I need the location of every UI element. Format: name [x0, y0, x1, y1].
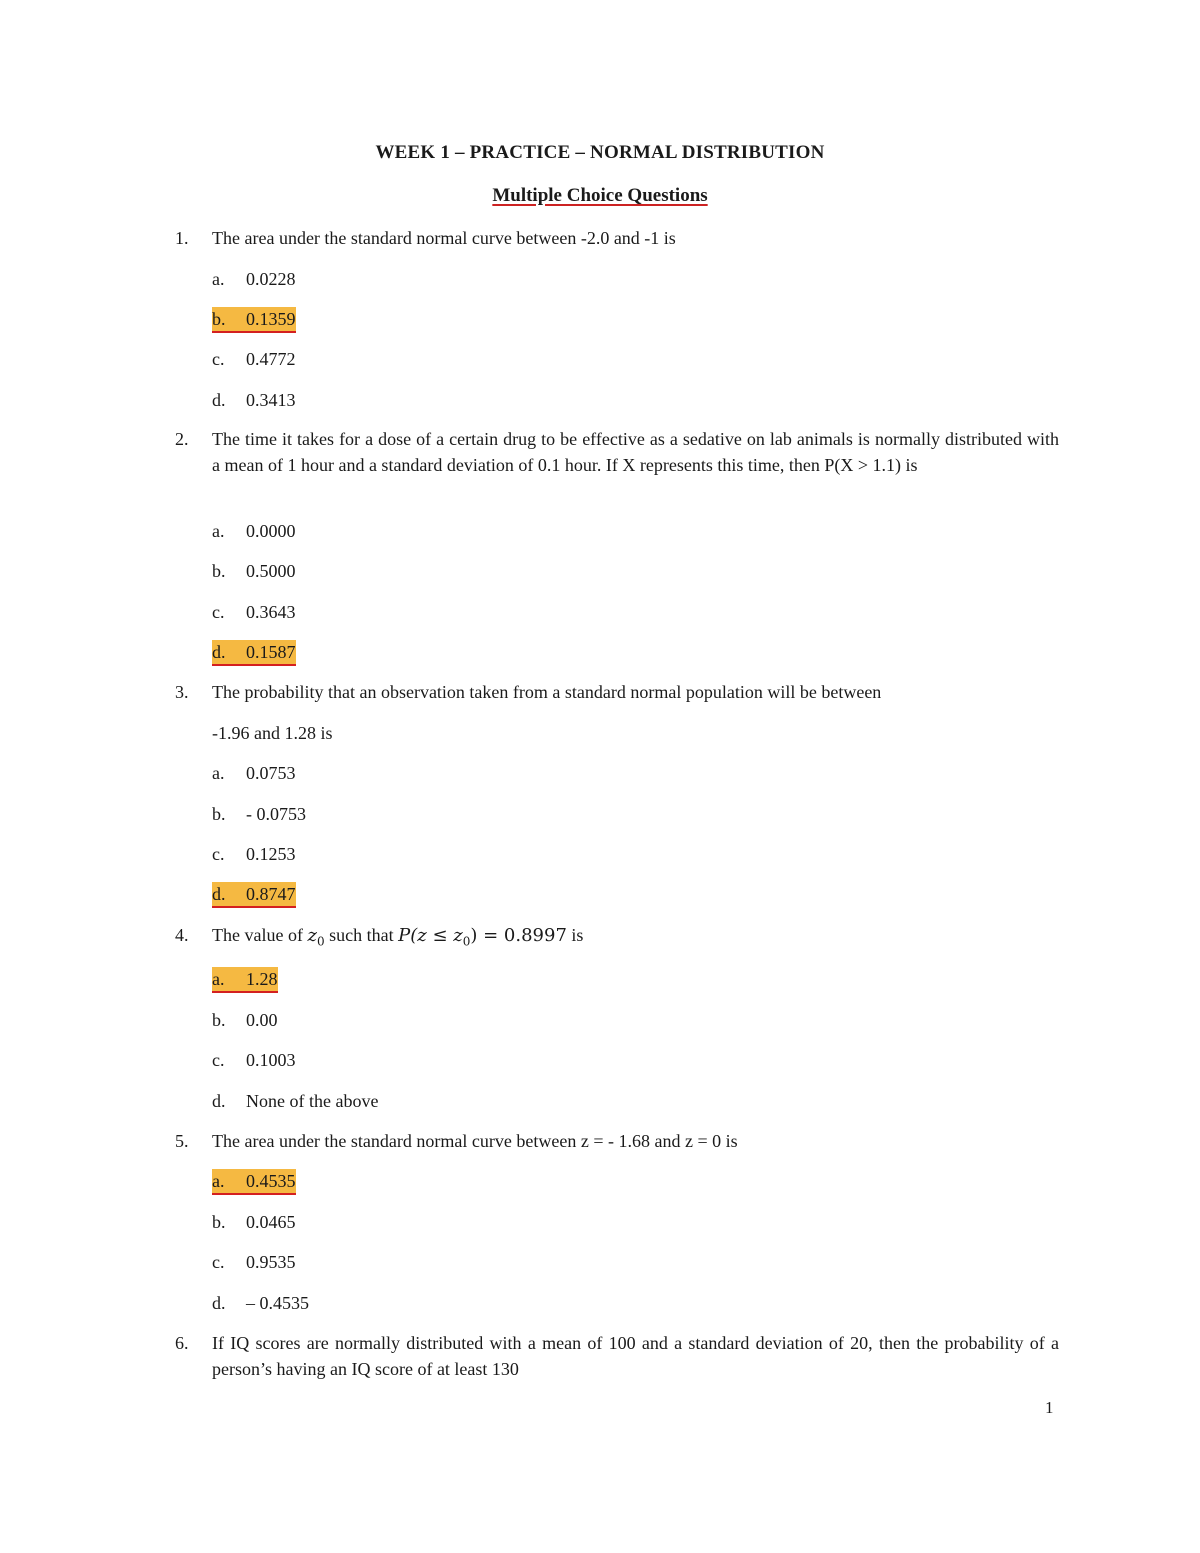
option-letter: c. [212, 844, 225, 864]
question-number: 2. [175, 429, 189, 449]
option-text: 0.3643 [246, 602, 296, 622]
question-text: The time it takes for a dose of a certain drug to be effective as a sedative on lab animals is normally distributed with a mean of 1 hour and a standard deviation of 0.1 hour. If X represents this time, then P(X > 1.1) is [212, 429, 1059, 475]
question-1 [175, 226, 1059, 252]
math-p: P [398, 925, 411, 946]
question-3 [175, 680, 1059, 746]
option-text: 0.1587 [246, 642, 296, 662]
option-letter: b. [212, 1212, 226, 1232]
option-text: 0.1253 [246, 844, 296, 864]
option-letter: d. [212, 1091, 226, 1111]
option-3b [212, 802, 306, 826]
question-number: 4. [175, 925, 189, 945]
option-text: 0.4772 [246, 349, 296, 369]
option-4c [212, 1048, 296, 1072]
option-letter: c. [212, 1050, 225, 1070]
option-3a [212, 761, 296, 785]
option-text: 0.9535 [246, 1252, 296, 1272]
question-number: 6. [175, 1333, 189, 1353]
page-number: 1 [1045, 1398, 1054, 1417]
question-text: The area under the standard normal curve between -2.0 and -1 is [212, 228, 676, 248]
option-3c [212, 842, 296, 866]
option-4a-answer-highlight [212, 967, 278, 993]
option-5c [212, 1250, 296, 1274]
option-3d-answer-highlight [212, 882, 296, 908]
option-letter: c. [212, 602, 225, 622]
option-1c [212, 347, 296, 371]
option-text: 0.00 [246, 1010, 278, 1030]
option-text: None of the above [246, 1091, 379, 1111]
option-text: 0.8747 [246, 884, 296, 904]
question-text-continued: -1.96 and 1.28 is [212, 722, 333, 743]
option-text: 1.28 [246, 969, 278, 989]
option-text: 0.0000 [246, 521, 296, 541]
option-letter: a. [212, 269, 225, 289]
question-text-mid: such that [329, 925, 394, 945]
option-letter: a. [212, 1171, 225, 1191]
question-text-post: is [571, 925, 584, 945]
option-text: – 0.4535 [246, 1293, 309, 1313]
question-number: 1. [175, 228, 189, 248]
option-letter: c. [212, 349, 225, 369]
option-text: 0.4535 [246, 1171, 296, 1191]
option-4d [212, 1089, 378, 1113]
option-text: - 0.0753 [246, 804, 306, 824]
math-z: z [307, 925, 317, 946]
question-text: If IQ scores are normally distributed with a mean of 100 and a standard deviation of 20, then the probability of a person’s having an IQ score of at least 130 [212, 1333, 1059, 1379]
option-text: 0.0753 [246, 763, 296, 783]
page-title: WEEK 1 – PRACTICE – NORMAL DISTRIBUTION [375, 142, 825, 163]
math-eq-post: ) = 0.8997 [470, 925, 567, 946]
option-letter: d. [212, 642, 226, 662]
option-1b-answer-highlight [212, 307, 296, 333]
option-4b [212, 1008, 278, 1032]
option-letter: d. [212, 390, 226, 410]
option-text: 0.3413 [246, 390, 296, 410]
math-variable [307, 925, 325, 949]
question-number: 5. [175, 1131, 189, 1151]
math-subscript: 0 [316, 934, 325, 949]
option-5a-answer-highlight [212, 1169, 296, 1195]
question-text [212, 923, 1059, 955]
option-letter: c. [212, 1252, 225, 1272]
question-5 [175, 1129, 1059, 1155]
option-letter: b. [212, 804, 226, 824]
option-5d [212, 1291, 309, 1315]
option-text: 0.1359 [246, 309, 296, 329]
option-text: 0.5000 [246, 561, 296, 581]
question-text-pre: The value of [212, 925, 303, 945]
option-letter: b. [212, 309, 226, 329]
math-eq: (z ≤ z [410, 925, 463, 946]
question-4 [175, 923, 1059, 955]
section-heading-text: Multiple Choice Questions [492, 185, 708, 206]
option-2a [212, 519, 296, 543]
section-heading [0, 185, 1200, 207]
option-letter: a. [212, 969, 225, 989]
question-text: The probability that an observation taken from a standard normal population will be between [212, 682, 882, 702]
option-text: 0.0465 [246, 1212, 296, 1232]
question-text: The area under the standard normal curve between z = - 1.68 and z = 0 is [212, 1131, 738, 1151]
option-letter: d. [212, 884, 226, 904]
option-2b [212, 559, 296, 583]
option-2d-answer-highlight [212, 640, 296, 666]
question-number: 3. [175, 682, 189, 702]
math-subscript: 0 [462, 934, 471, 949]
option-letter: b. [212, 1010, 226, 1030]
option-text: 0.0228 [246, 269, 296, 289]
question-2 [175, 427, 1059, 478]
math-equation [398, 925, 567, 949]
option-text: 0.1003 [246, 1050, 296, 1070]
option-letter: d. [212, 1293, 226, 1313]
option-1d [212, 388, 296, 412]
option-1a [212, 267, 296, 291]
question-6 [175, 1331, 1059, 1382]
option-letter: a. [212, 763, 225, 783]
option-letter: b. [212, 561, 226, 581]
option-letter: a. [212, 521, 225, 541]
option-5b [212, 1210, 296, 1234]
option-2c [212, 600, 296, 624]
